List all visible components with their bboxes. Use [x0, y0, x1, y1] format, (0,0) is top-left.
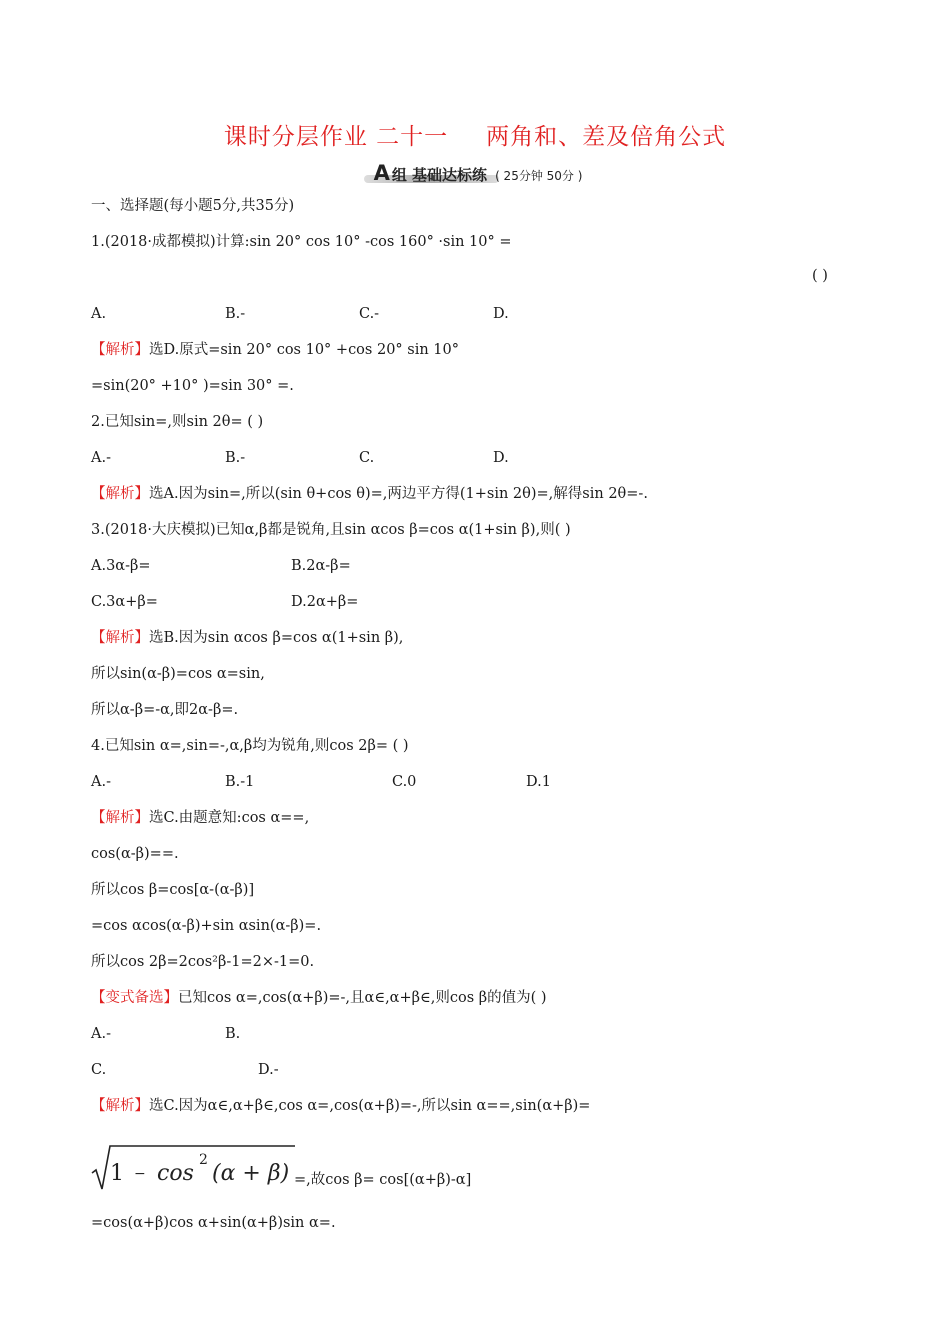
q1-solution-line1: 【解析】选D.原式=sin 20° cos 10° +cos 20° sin 10° — [91, 342, 460, 358]
q2-option-c: C. — [359, 450, 375, 466]
q4-solution-line5: 所以cos 2β=2cos²β-1=2×-1=0. — [91, 954, 315, 970]
q1-solution-line2: =sin(20° +10° )=sin 30° =. — [91, 378, 294, 394]
q1-option-c: C.- — [359, 306, 380, 322]
formula-one: 1 — [110, 1161, 124, 1186]
q1-option-a: A. — [91, 306, 107, 322]
title-left: 课时分层作业 二十一 — [223, 124, 449, 150]
q1-answer-paren: ( ) — [812, 268, 828, 284]
group-meta: ( 25分钟 50分 ) — [495, 169, 583, 183]
variant-option-d: D.- — [258, 1062, 279, 1078]
q3-solution-line1: 【解析】选B.因为sin αcos β=cos α(1+sin β), — [91, 630, 404, 646]
q4-solution-line3: 所以cos β=cos[α-(α-β)] — [91, 882, 255, 898]
q3-stem: 3.(2018·大庆模拟)已知α,β都是锐角,且sin αcos β=cos α(1+sin β),则( ) — [91, 522, 571, 538]
q4-option-d: D.1 — [526, 774, 551, 790]
q4-solution-line2: cos(α-β)==. — [91, 846, 179, 862]
title-right: 两角和、差及倍角公式 — [486, 124, 727, 150]
formula-cos: cos — [157, 1161, 194, 1186]
q2-option-a: A.- — [91, 450, 111, 466]
section-heading: 一、选择题(每小题5分,共35分) — [91, 198, 295, 214]
q2-option-d: D. — [493, 450, 509, 466]
group-label: 组 基础达标练 — [391, 166, 488, 184]
group-header — [0, 161, 950, 185]
q3-option-a: A.3α-β= — [91, 558, 151, 574]
sqrt-formula — [91, 1142, 296, 1194]
q3-option-d: D.2α+β= — [291, 594, 359, 610]
q1-option-d: D. — [493, 306, 509, 322]
q4-option-b: B.-1 — [225, 774, 255, 790]
q3-option-c: C.3α+β= — [91, 594, 158, 610]
variant-option-a: A.- — [91, 1026, 111, 1042]
formula-minus: − — [134, 1166, 146, 1182]
q2-option-b: B.- — [225, 450, 246, 466]
variant-stem: 【变式备选】已知cos α=,cos(α+β)=-,且α∈,α+β∈,则cos β的值为( ) — [91, 990, 547, 1006]
variant-tag: 【变式备选】 — [91, 990, 178, 1006]
q3-solution-line3: 所以α-β=-α,即2α-β=. — [91, 702, 239, 718]
page-title — [0, 118, 950, 151]
variant-solution-line3: =cos(α+β)cos α+sin(α+β)sin α=. — [91, 1215, 336, 1231]
variant-solution-line2: =,故cos β= cos[(α+β)-α] — [294, 1172, 472, 1188]
q1-solution-tag: 【解析】 — [91, 342, 149, 358]
q4-option-c: C.0 — [392, 774, 417, 790]
group-badge — [368, 161, 496, 185]
formula-exponent: 2 — [199, 1152, 208, 1168]
formula-argument: (α + β) — [212, 1161, 290, 1186]
q3-option-b: B.2α-β= — [291, 558, 351, 574]
q2-solution-line1: 【解析】选A.因为sin=,所以(sin θ+cos θ)=,两边平方得(1+sin 2θ)=,解得sin 2θ=-. — [91, 486, 648, 502]
q3-solution-line2: 所以sin(α-β)=cos α=sin, — [91, 666, 265, 682]
group-letter: A — [373, 161, 390, 185]
q3-solution-tag: 【解析】 — [91, 630, 149, 646]
q4-solution-line1: 【解析】选C.由题意知:cos α==, — [91, 810, 310, 826]
q1-option-b: B.- — [225, 306, 246, 322]
q4-option-a: A.- — [91, 774, 111, 790]
variant-option-b: B. — [225, 1026, 241, 1042]
variant-solution-tag: 【解析】 — [91, 1098, 149, 1114]
q2-stem: 2.已知sin=,则sin 2θ= ( ) — [91, 414, 264, 430]
sqrt-formula-svg — [91, 1142, 296, 1194]
q4-stem: 4.已知sin α=,sin=-,α,β均为锐角,则cos 2β= ( ) — [91, 738, 409, 754]
variant-option-c: C. — [91, 1062, 107, 1078]
q1-stem: 1.(2018·成都模拟)计算:sin 20° cos 10° -cos 160° ·sin 10° = — [91, 234, 512, 250]
q2-solution-tag: 【解析】 — [91, 486, 149, 502]
q4-solution-line4: =cos αcos(α-β)+sin αsin(α-β)=. — [91, 918, 322, 934]
q4-solution-tag: 【解析】 — [91, 810, 149, 826]
variant-solution-line1: 【解析】选C.因为α∈,α+β∈,cos α=,cos(α+β)=-,所以sin α==,sin(α+β)= — [91, 1098, 591, 1114]
